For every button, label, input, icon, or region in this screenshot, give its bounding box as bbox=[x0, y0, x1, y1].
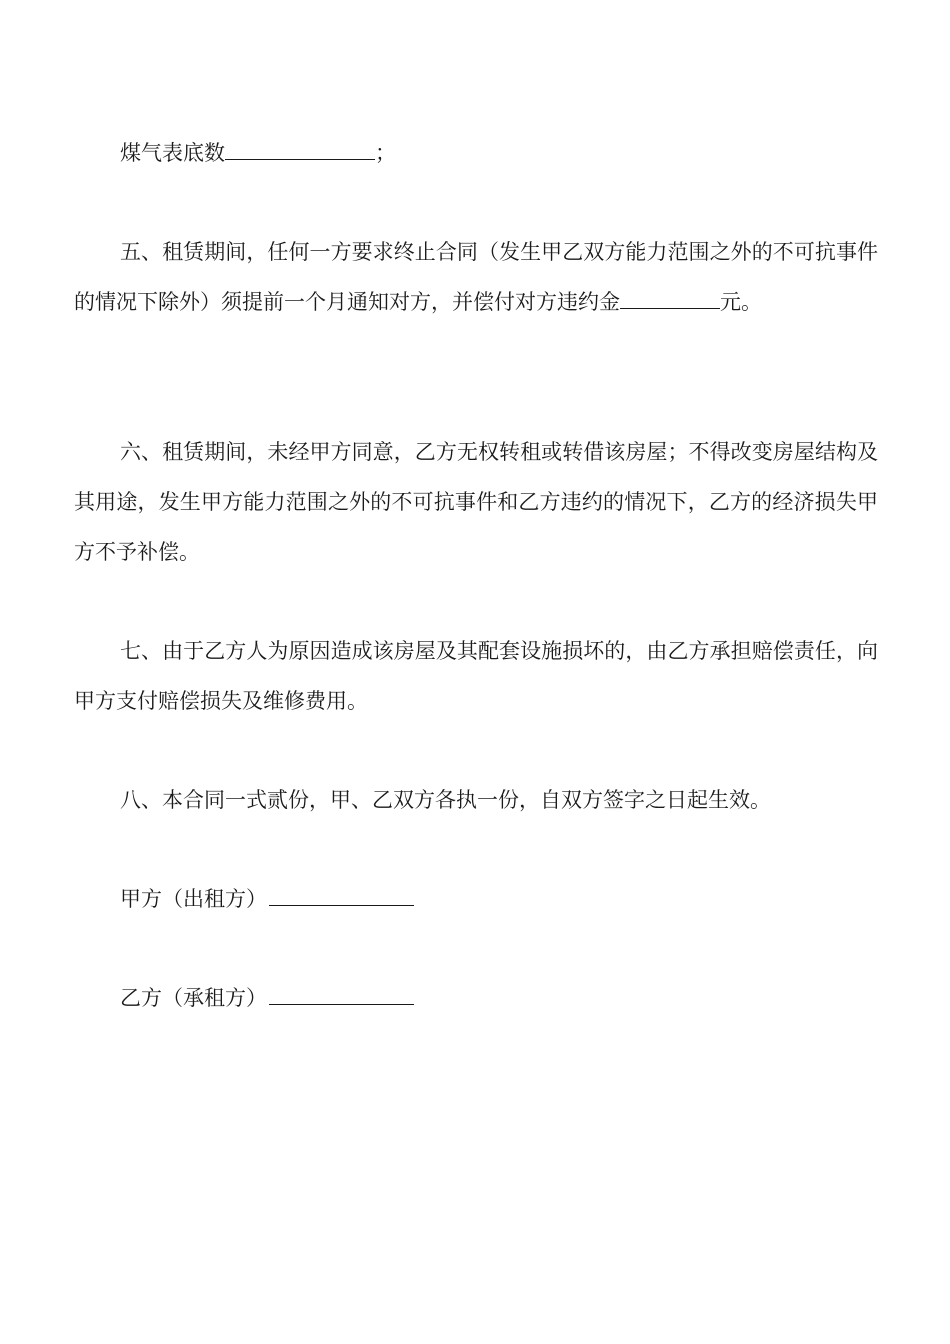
party-b-signature-blank bbox=[269, 982, 414, 1005]
party-a-signature-blank bbox=[269, 883, 414, 906]
clause-7-text: 七、由于乙方人为原因造成该房屋及其配套设施损坏的，由乙方承担赔偿责任，向甲方支付赔偿损失及维修费用。 bbox=[74, 639, 878, 713]
party-a-label: 甲方（出租方） bbox=[120, 887, 267, 911]
party-a-signature-line bbox=[74, 874, 878, 924]
clause-8 bbox=[74, 775, 878, 825]
gas-meter-line bbox=[74, 128, 878, 178]
party-b-signature-line bbox=[74, 973, 878, 1023]
clause-6 bbox=[74, 427, 878, 577]
gas-meter-blank bbox=[225, 137, 375, 160]
clause-8-text: 八、本合同一式贰份，甲、乙双方各执一份，自双方签字之日起生效。 bbox=[120, 788, 771, 812]
clause-6-text: 六、租赁期间，未经甲方同意，乙方无权转租或转借该房屋；不得改变房屋结构及其用途，发生甲方能力范围之外的不可抗事件和乙方违约的情况下，乙方的经济损失甲方不予补偿。 bbox=[74, 440, 878, 564]
clause-5-suffix: 元。 bbox=[720, 290, 762, 314]
gas-meter-suffix: ； bbox=[375, 141, 396, 165]
clause-5-text: 五、租赁期间，任何一方要求终止合同（发生甲乙双方能力范围之外的不可抗事件的情况下除外）须提前一个月通知对方，并偿付对方违约金 bbox=[74, 240, 878, 314]
clause-7 bbox=[74, 626, 878, 726]
clause-5 bbox=[74, 227, 878, 327]
penalty-amount-blank bbox=[620, 286, 720, 309]
party-b-label: 乙方（承租方） bbox=[120, 986, 267, 1010]
gas-meter-label: 煤气表底数 bbox=[120, 141, 225, 165]
